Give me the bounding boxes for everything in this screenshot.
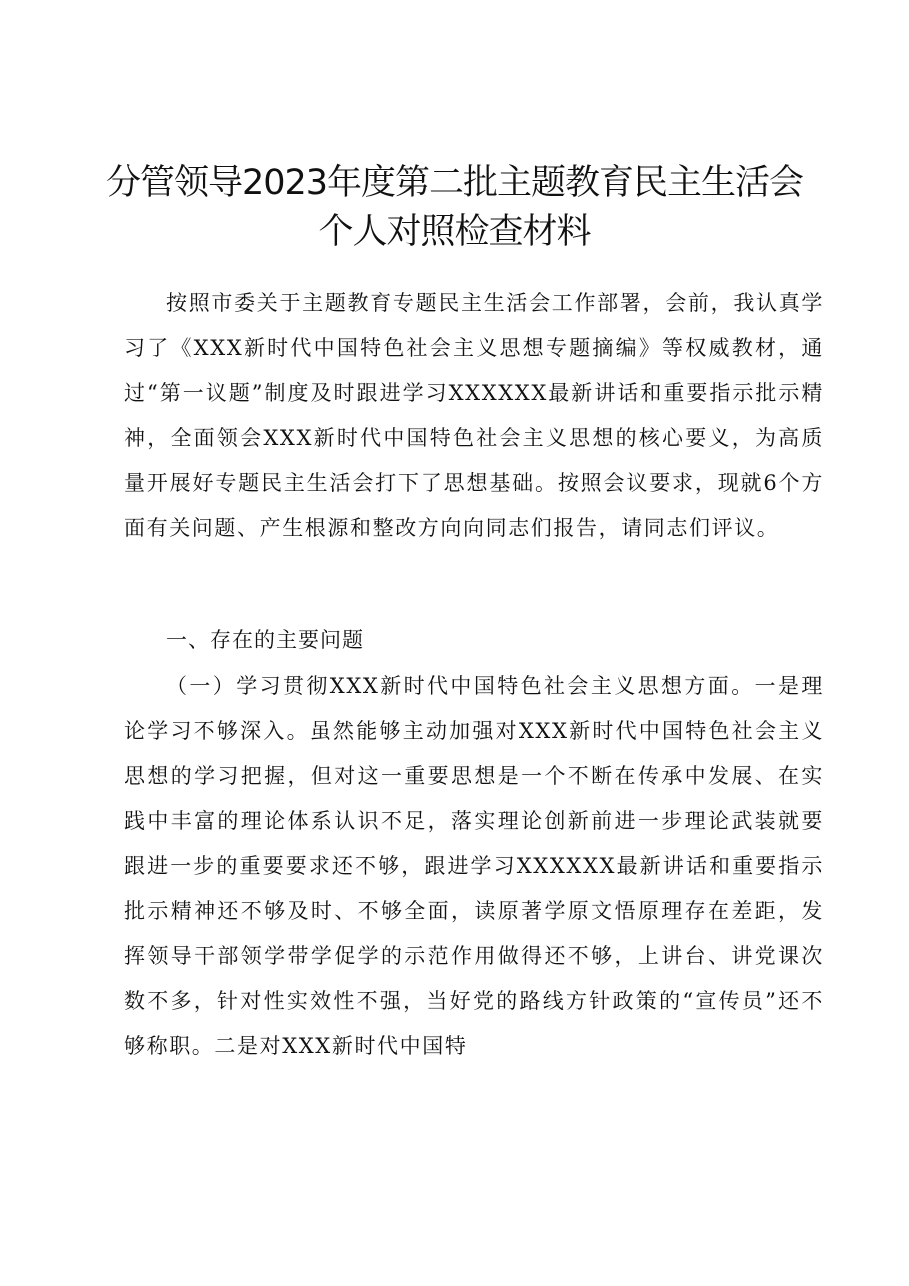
section-block bbox=[124, 664, 824, 1069]
section-paragraph: （一）学习贯彻XXX新时代中国特色社会主义思想方面。一是理论学习不够深入。虽然能够主动加强对XXX新时代中国特色社会主义思想的学习把握，但对这一重要思想是一个不断在传承中发展、在实践中丰富的理论体系认识不足，落实理论创新前进一步理论武装就要跟进一步的重要要求还不够，跟进学习XXXXXX最新讲话和重要指示批示精神还不够及时、不够全面，读原著学原文悟原理存在差距，发挥领导干部领学带学促学的示范作用做得还不够，上讲台、讲党课次数不多，针对性实效性不强，当好党的路线方针政策的“宣传员”还不够称职。二是对XXX新时代中国特 bbox=[124, 674, 824, 1058]
section-heading: 一、存在的主要问题 bbox=[166, 628, 364, 652]
document-title-line-2: 个人对照检查材料 bbox=[318, 212, 591, 252]
intro-paragraph: 按照市委关于主题教育专题民主生活会工作部署，会前，我认真学习了《XXX新时代中国特色社会主义思想专题摘编》等权威教材，通过“第一议题”制度及时跟进学习XXXXXX最新讲话和重要指示批示精神，全面领会XXX新时代中国特色社会主义思想的核心要义，为高质量开展好专题民主生活会打下了思想基础。按照会议要求，现就6个方面有关问题、产生根源和整改方向向同志们报告，请同志们评议。 bbox=[124, 291, 824, 540]
heading-block bbox=[124, 618, 824, 663]
intro-block bbox=[124, 281, 824, 551]
document-title-line-1: 分管领导2023年度第二批主题教育民主生活会 bbox=[105, 163, 804, 203]
